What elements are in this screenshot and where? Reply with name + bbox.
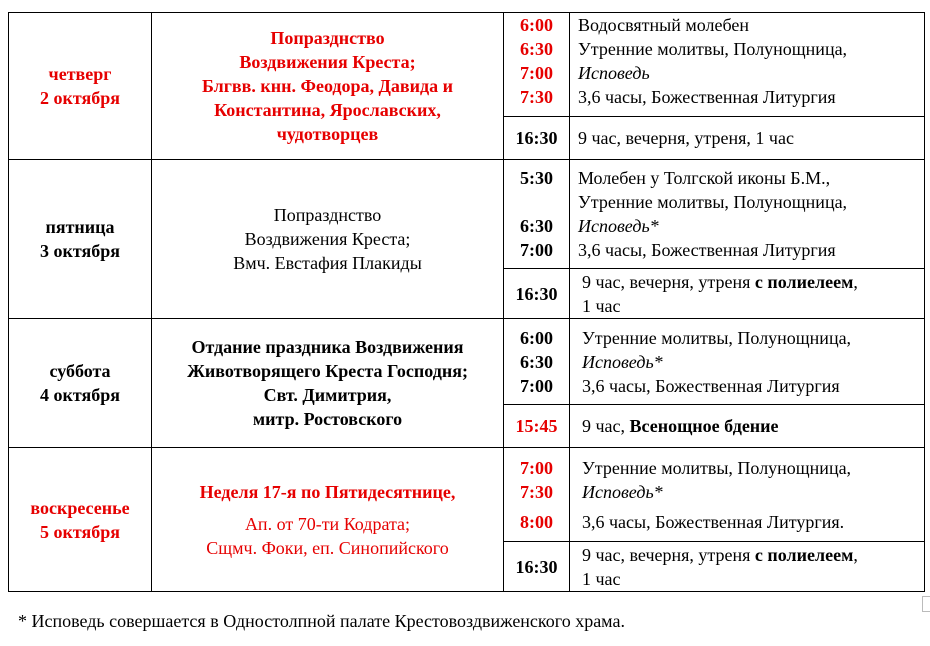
service-confession: Исповедь* — [582, 481, 663, 502]
service-text: 9 час, вечерня, утреня — [582, 271, 755, 292]
date: 2 октября — [40, 88, 120, 108]
service: 3,6 часы, Божественная Литургия — [578, 87, 836, 107]
service-text: , — [853, 544, 858, 565]
feast-line: Блгвв. кнн. Феодора, Давида и — [202, 76, 453, 96]
feast-line: Попразднство — [273, 205, 382, 225]
evening-time: 16:30 — [504, 542, 570, 592]
feast-cell — [152, 13, 504, 160]
service-confession: Исповедь — [578, 63, 650, 83]
morning-services — [570, 448, 925, 542]
evening-time: 16:30 — [504, 117, 570, 160]
service-confession: Исповедь* — [578, 216, 659, 236]
time: 5:30 — [520, 168, 553, 188]
morning-times — [504, 160, 570, 269]
time: 8:00 — [520, 511, 553, 532]
time: 6:00 — [520, 15, 553, 35]
service: 3,6 часы, Божественная Литургия — [578, 240, 836, 260]
morning-services — [570, 13, 925, 117]
morning-times — [504, 448, 570, 542]
day-cell — [9, 160, 152, 319]
service-text: 9 час, — [582, 416, 630, 436]
time: 7:00 — [520, 240, 553, 260]
time: 6:30 — [520, 216, 553, 236]
time: 6:30 — [520, 39, 553, 59]
service: Водосвятный молебен — [578, 15, 750, 35]
weekday: суббота — [49, 361, 111, 381]
time: 7:00 — [520, 63, 553, 83]
weekday: воскресенье — [30, 497, 130, 518]
service-bold: Всенощное бдение — [629, 416, 779, 436]
morning-services — [570, 319, 925, 405]
service: Утренние молитвы, Полунощница, — [582, 457, 852, 478]
service: 3,6 часы, Божественная Литургия — [582, 375, 840, 396]
service-bold: с полиелеем — [754, 271, 854, 292]
feast-line: Свт. Димитрия, — [263, 385, 392, 405]
service: Молебен у Толгской иконы Б.М., — [578, 168, 831, 188]
day-cell — [9, 13, 152, 160]
evening-time: 16:30 — [504, 269, 570, 319]
day-row-morning — [9, 160, 925, 269]
feast-line: Попразднство — [270, 28, 385, 48]
date: 4 октября — [40, 385, 120, 405]
feast-cell — [152, 319, 504, 448]
feast-line: Вмч. Евстафия Плакиды — [233, 253, 422, 273]
morning-times — [504, 319, 570, 405]
day-row-morning — [9, 13, 925, 117]
feast-line: Воздвижения Креста; — [239, 52, 416, 72]
time: 6:30 — [520, 351, 553, 372]
date: 5 октября — [40, 521, 120, 542]
weekday: четверг — [48, 64, 112, 84]
page-corner-marker — [922, 596, 930, 612]
morning-times — [504, 13, 570, 117]
evening-service: 9 час, вечерня, утреня, 1 час — [570, 117, 925, 160]
feast-line: митр. Ростовского — [252, 409, 403, 429]
evening-service — [570, 269, 925, 319]
feast-line: Воздвижения Креста; — [244, 229, 411, 249]
service: Утренние молитвы, Полунощница, — [578, 39, 848, 59]
service-text: 1 час — [582, 295, 621, 316]
day-cell — [9, 319, 152, 448]
day-row-morning — [9, 319, 925, 405]
feast-line: Ап. от 70-ти Кодрата; — [244, 513, 411, 534]
day-row-morning — [9, 448, 925, 542]
service-bold: с полиелеем — [754, 544, 854, 565]
time: 7:00 — [520, 457, 553, 478]
feast-cell — [152, 160, 504, 319]
service: Утренние молитвы, Полунощница, — [578, 192, 848, 212]
feast-line: Отдание праздника Воздвижения — [191, 337, 464, 357]
feast-line: Сщмч. Фоки, еп. Синопийского — [206, 537, 449, 558]
service: 3,6 часы, Божественная Литургия. — [582, 511, 845, 532]
feast-line: Неделя 17-я по Пятидесятнице, — [199, 481, 456, 502]
feast-line: чудотворцев — [276, 124, 379, 144]
feast-cell — [152, 448, 504, 592]
evening-service — [570, 405, 925, 448]
feast-line: Животворящего Креста Господня; — [187, 361, 468, 381]
time: 7:30 — [520, 481, 553, 502]
evening-time: 15:45 — [504, 405, 570, 448]
time: 6:00 — [520, 327, 553, 348]
schedule-table — [8, 12, 925, 592]
service-text: , — [853, 271, 858, 292]
service-text: 9 час, вечерня, утреня — [582, 544, 755, 565]
confession-footnote: * Исповедь совершается в Одностолпной палате Крестовоздвиженского храма. — [18, 611, 625, 631]
feast-line: Константина, Ярославских, — [214, 100, 441, 120]
service-confession: Исповедь* — [582, 351, 663, 372]
weekday: пятница — [45, 217, 115, 237]
service: Утренние молитвы, Полунощница, — [582, 327, 852, 348]
time: 7:30 — [520, 87, 553, 107]
service-text: 1 час — [582, 568, 621, 589]
morning-services — [570, 160, 925, 269]
day-cell — [9, 448, 152, 592]
date: 3 октября — [40, 241, 120, 261]
time: 7:00 — [520, 375, 553, 396]
evening-service — [570, 542, 925, 592]
